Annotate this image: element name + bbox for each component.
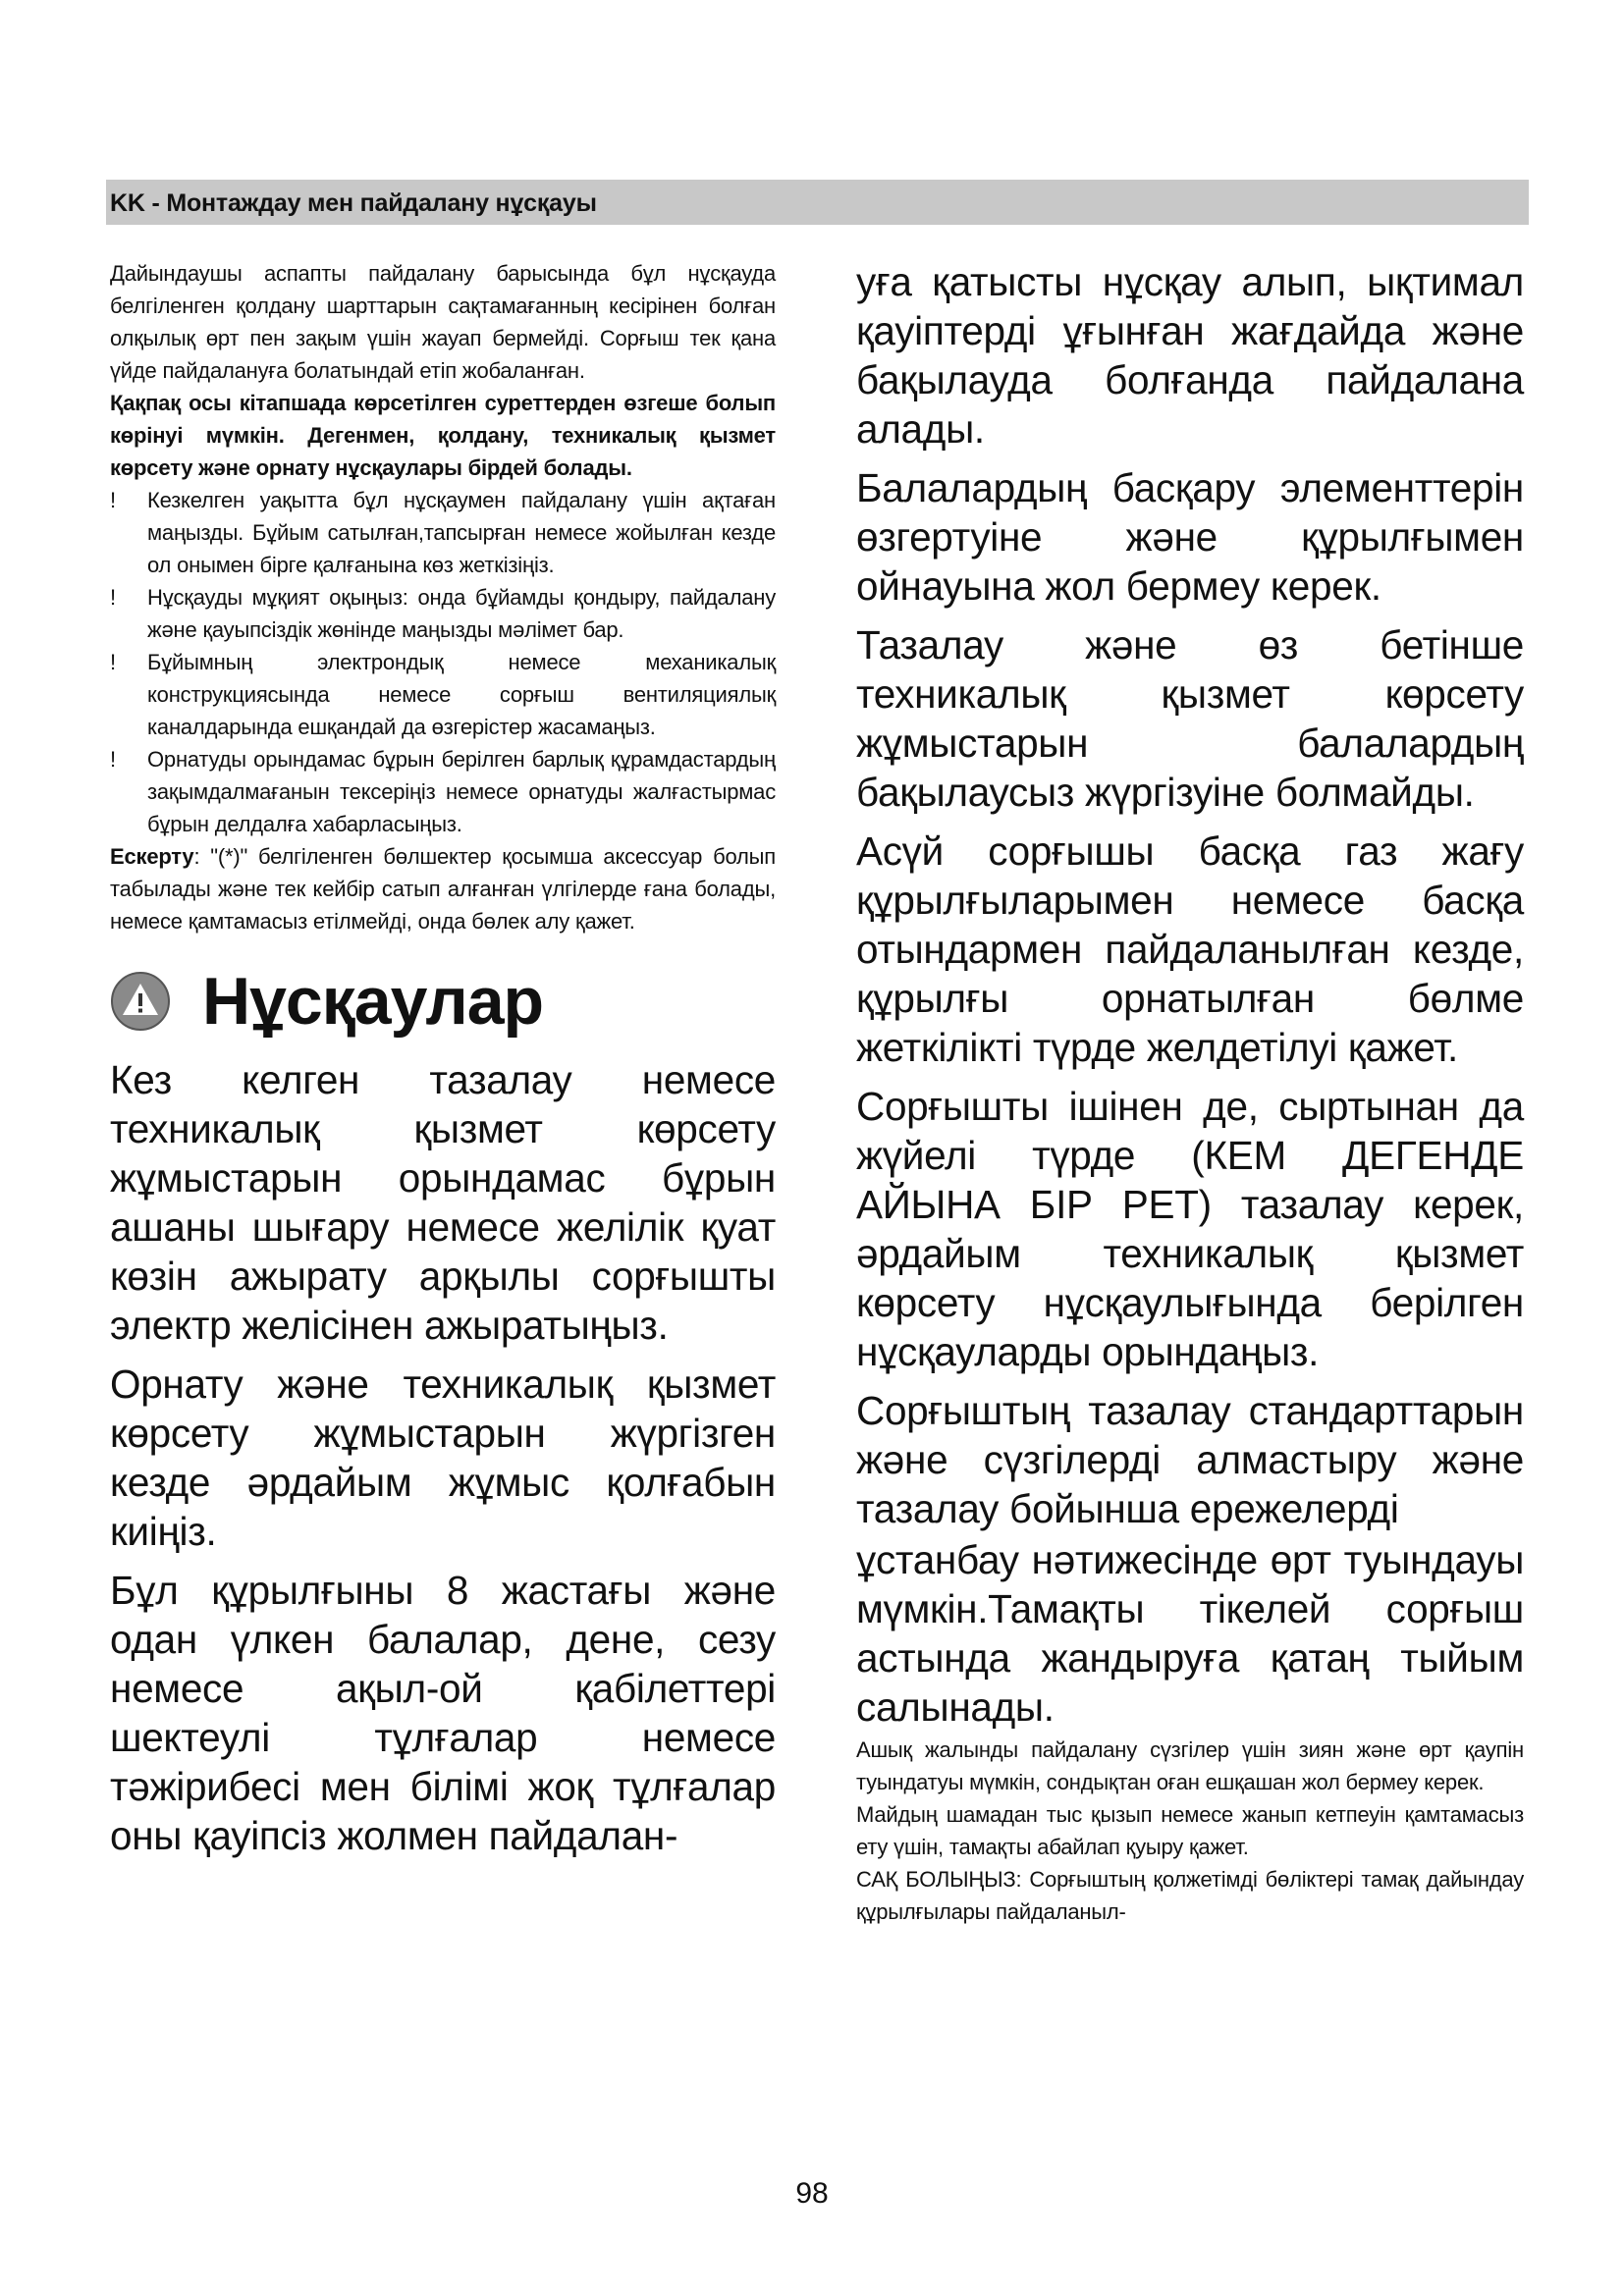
left-column	[110, 257, 776, 1870]
note-text: : "(*)" белгіленген бөлшектер қосымша аксессуар болып табылады және тек кейбір сатып алғанған үлгілерде ғана болады, немесе қамтамасыз етілмейді, онда бөлек алу қажет.	[110, 844, 776, 934]
bullet-text: Орнатуды орындамас бұрын берілген барлық құрамдастардың зақымдалмағанын тексеріңіз немесе орнатуды жалғастырмас бұрын делдалға хабарласыңыз.	[147, 747, 776, 836]
instruction-paragraph: Тазалау және өз бетінше техникалық қызмет көрсету жұмыстарын балалардың бақылаусыз жүргізуіне болмайды.	[856, 622, 1524, 815]
bullet-item	[110, 484, 776, 581]
bullet-item	[110, 581, 776, 646]
instruction-paragraph: ұстанбау нәтижесінде өрт туындауы мүмкін.Тамақты тікелей сорғыш астында жандыруға қатаң тыйым салынады.	[856, 1537, 1524, 1730]
instruction-paragraph: уға қатысты нұсқау алып, ықтимал қауіптерді ұғынған жағдайда және бақылауда болғанда пайдалана алады.	[856, 259, 1524, 452]
right-column	[856, 257, 1524, 1928]
instruction-paragraph: Бұл құрылғыны 8 жастағы және одан үлкен балалар, дене, сезу немесе ақыл-ой қабілеттері шектеулі тұлғалар немесе тәжірибесі мен білімі жоқ тұлғалар оны қауіпсіз жолмен пайдалан-	[110, 1568, 776, 1858]
header-title: KK - Монтаждау мен пайдалану нұсқауы	[110, 189, 597, 217]
exclamation-icon: !	[110, 747, 116, 772]
page-header	[106, 180, 1529, 225]
instruction-paragraph: Сорғышты ішінен де, сыртынан да жүйелі түрде (КЕМ ДЕГЕНДЕ АЙЫНА БІР РЕТ) тазалау керек, әрдайым техникалық қызмет көрсету нұсқаулығында берілген нұсқауларды орындаңыз.	[856, 1084, 1524, 1374]
exclamation-icon: !	[110, 488, 116, 512]
bold-note: Қақпақ осы кітапшада көрсетілген суреттерден өзгеше болып көрінуі мүмкін. Дегенмен, қолдану, техникалық қызмет көрсету және орнату нұсқаулары бірдей болады.	[110, 391, 776, 480]
instruction-paragraph: Балалардың басқару элементтерін өзгертуіне және құрылғымен ойнауына жол бермеу керек.	[856, 465, 1524, 609]
bullet-text: Нұсқауды мұқият оқыңыз: онда бұйамды қондыру, пайдалану және қауыпсіздік жөнінде маңызды мәлімет бар.	[147, 585, 776, 642]
note-label: Ескерту	[110, 844, 194, 869]
bullet-item	[110, 646, 776, 743]
bullet-item	[110, 743, 776, 840]
bullet-text: Бұйымның электрондық немесе механикалық конструкциясында немесе сорғыш вентиляциялық каналдарында ешқандай да өзгерістер жасамаңыз.	[147, 650, 776, 739]
page-number: 98	[795, 2177, 829, 2210]
warning-icon	[110, 971, 171, 1032]
accessory-note	[110, 840, 776, 937]
instruction-paragraph: Сорғыштың тазалау стандарттарын және сүзгілерді алмастыру және тазалау бойынша ережелерді	[856, 1388, 1524, 1531]
instruction-paragraph: Орнату және техникалық қызмет көрсету жұмыстарын жүргізген кезде әрдайым жұмыс қолғабын киіңіз.	[110, 1362, 776, 1554]
small-paragraph: Майдың шамадан тыс қызып немесе жанып кетпеуін қамтамасыз ету үшін, тамақты абайлап қуыру қажет.	[856, 1802, 1524, 1859]
exclamation-icon: !	[110, 650, 116, 674]
small-paragraph: Ашық жалынды пайдалану сүзгілер үшін зиян және өрт қаупін туындатуы мүмкін, сондықтан оған ешқашан жол бермеу керек.	[856, 1737, 1524, 1794]
bullet-text: Кезкелген уақытта бұл нұсқаумен пайдалану үшін ақтаған маңызды. Бұйым сатылған,тапсырған немесе жойылған кезде ол онымен бірге қалғанына көз жеткізіңіз.	[147, 488, 776, 577]
small-paragraph: САҚ БОЛЫҢЫЗ: Сорғыштың қолжетімді бөліктері тамақ дайындау құрылғылары пайдаланыл-	[856, 1867, 1524, 1924]
section-heading	[110, 957, 776, 1045]
instruction-paragraph: Асүй сорғышы басқа газ жағу құрылғыларымен немесе басқа отындармен пайдаланылған кезде, құрылғы орнатылған бөлме жеткілікті түрде желдетілуі қажет.	[856, 828, 1524, 1070]
section-title: Нұсқаулар	[202, 964, 544, 1039]
intro-paragraph: Дайындаушы аспапты пайдалану барысында бұл нұсқауда белгіленген қолдану шарттарын сақтамағанның кесірінен болған олқылық өрт пен зақым үшін жауап бермейді. Сорғыш тек қана үйде пайдалануға болатындай етіп жобаланған.	[110, 261, 776, 383]
instruction-paragraph: Кез келген тазалау немесе техникалық қызмет көрсету жұмыстарын орындамас бұрын ашаны шығару немесе желілік қуат көзін ажырату арқылы сорғышты электр желісінен ажыратыңыз.	[110, 1057, 776, 1348]
exclamation-icon: !	[110, 585, 116, 610]
